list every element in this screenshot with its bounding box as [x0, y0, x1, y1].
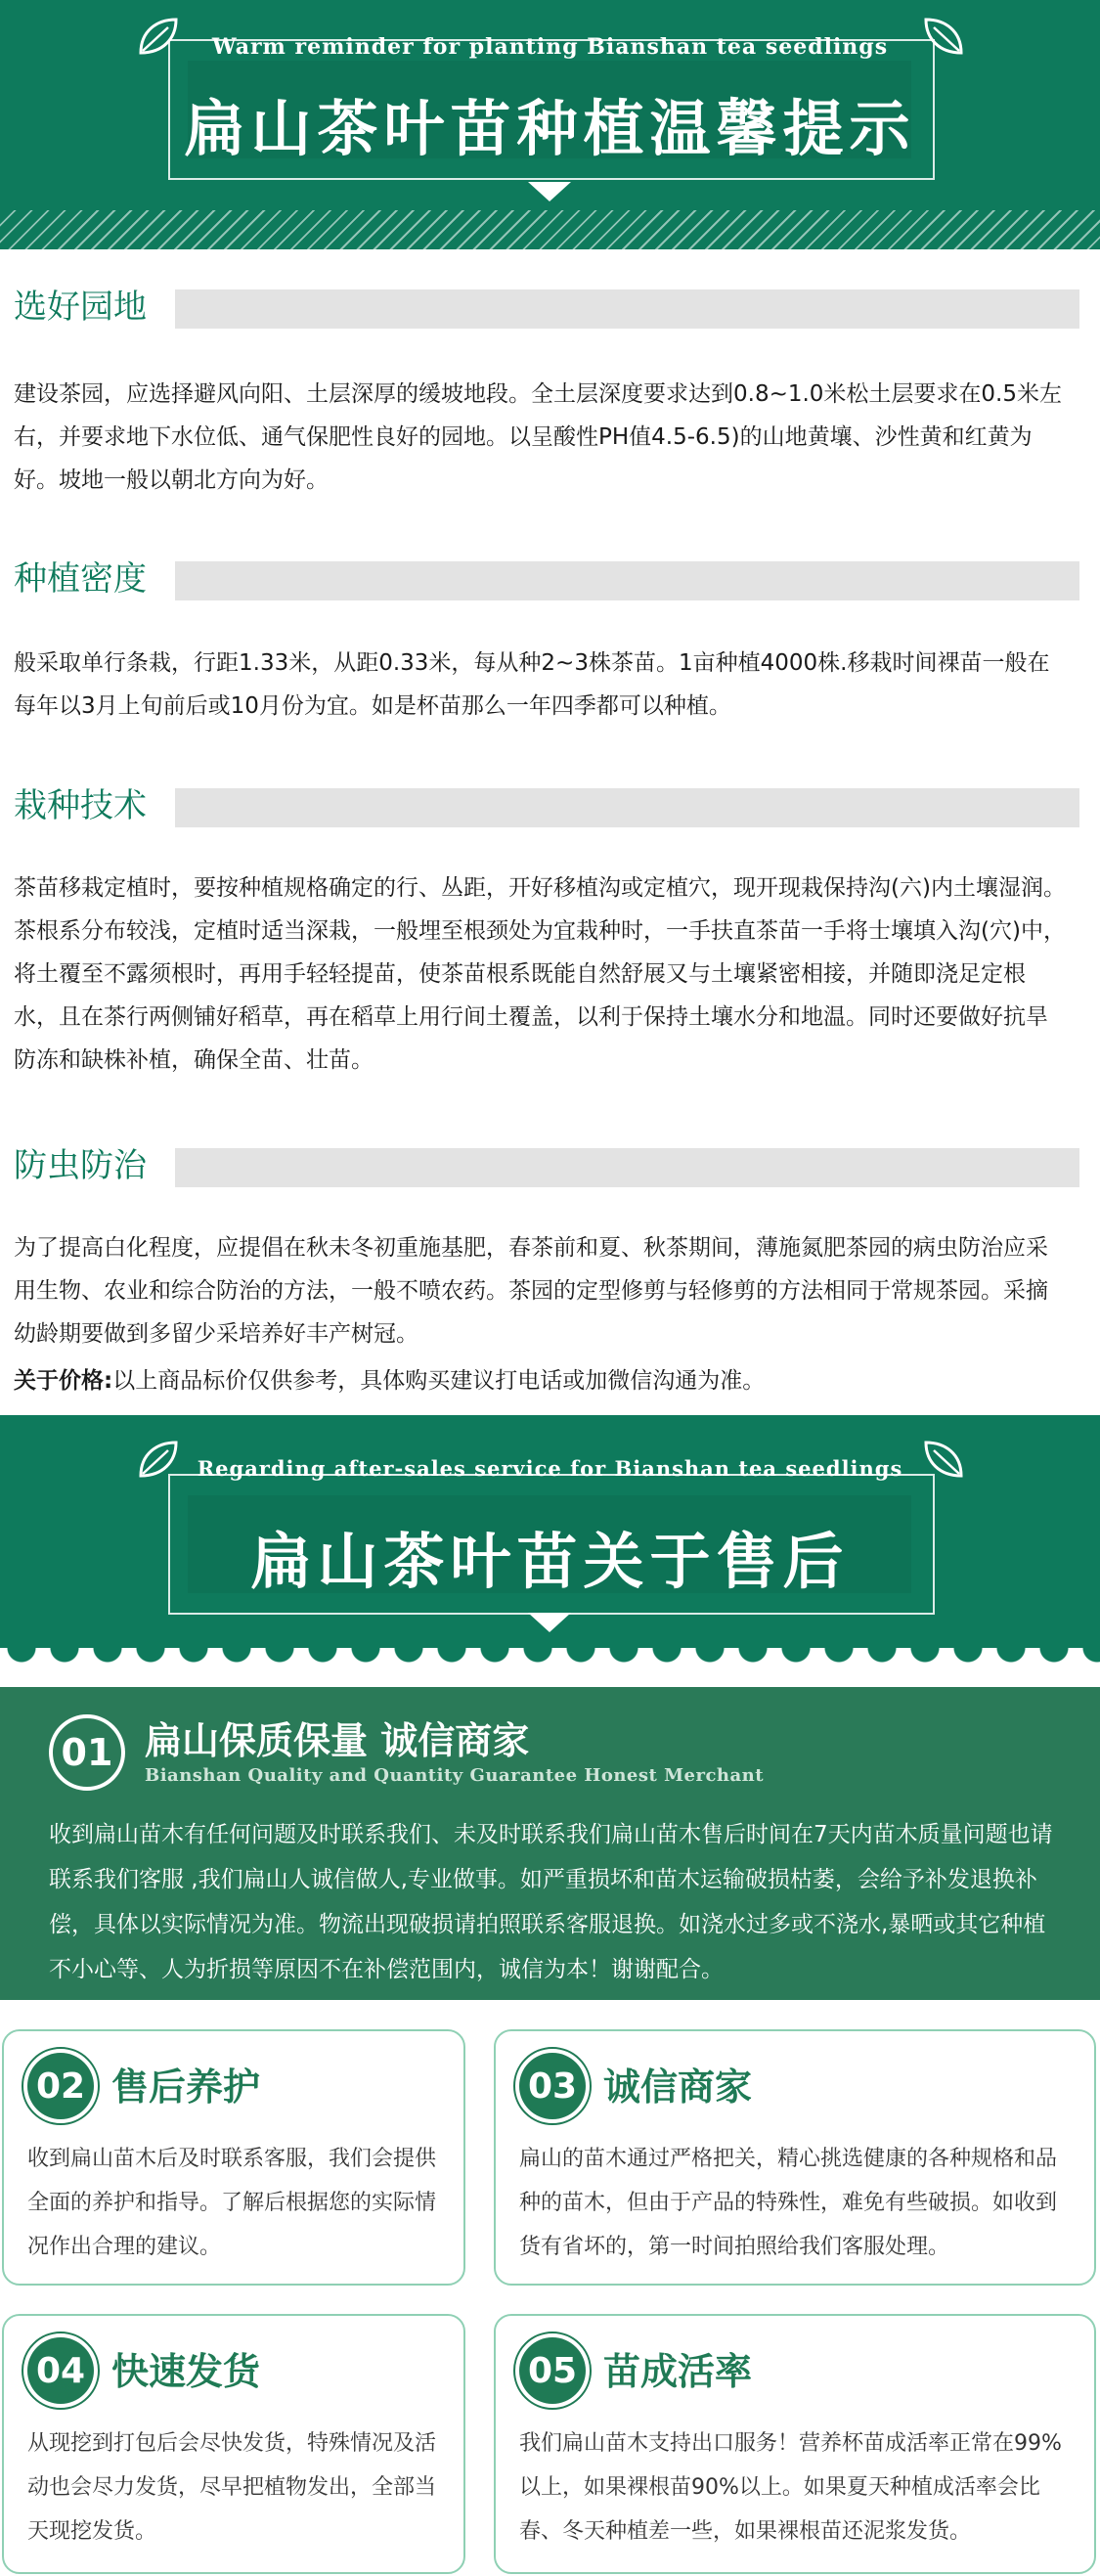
- card-title: 售后养护: [111, 2065, 261, 2109]
- guarantee-subtitle: Bianshan Quality and Quantity Guarantee Honest Merchant: [145, 1765, 765, 1786]
- section-title: 种植密度: [14, 559, 147, 599]
- banner-stripe: [0, 210, 1100, 249]
- heading-bar: [175, 788, 1079, 827]
- card-survival-rate: [494, 2314, 1096, 2574]
- number-badge: 02: [27, 2053, 94, 2119]
- guarantee-text: 收到扁山苗木有任何问题及时联系我们、未及时联系我们扁山苗木售后时间在7天内苗木质量问题也请联系我们客服 ,我们扁山人诚信做人,专业做事。如严重损坏和苗木运输破损枯萎，会给予补发退换补偿，具体以实际情况为准。物流出现破损请拍照联系客服退换。如浇水过多或不浇水,暴晒或其它种植不小心等、人为折损等原因不在补偿范围内，诚信为本！谢谢配合。: [49, 1822, 1053, 1982]
- card-after-sales-care: [2, 2029, 465, 2286]
- card-text: 从现挖到打包后会尽快发货，特殊情况及活动也会尽力发货，尽早把植物发出，全部当天现挖发货。: [27, 2431, 437, 2544]
- guarantee-title: 扁山保质保量 诚信商家: [145, 1719, 530, 1762]
- section-text: 建设茶园，应选择避风向阳、土层深厚的缓坡地段。全土层深度要求达到0.8~1.0米松土层要求在0.5米左右，并要求地下水位低、通气保肥性良好的园地。以呈酸性PH值4.5-6.5)的山地黄壤、沙性黄和红黄为好。坡地一般以朝北方向为好。: [14, 381, 1063, 493]
- banner-subtitle: Regarding after-sales service for Bianshan tea seedlings: [197, 1456, 903, 1481]
- number-badge: 01: [49, 1714, 125, 1791]
- price-note-label: 关于价格:: [14, 1368, 113, 1394]
- section-text: 茶苗移栽定植时，要按种植规格确定的行、丛距，开好移植沟或定植穴，现开现栽保持沟(六)内土壤湿润。茶根系分布较浅，定植时适当深栽，一般埋至根颈处为宜栽种时，一手扶直茶苗一手将士壤填入沟(穴)中，将土覆至不露须根时，再用手轻轻提苗，使茶苗根系既能自然舒展又与土壤紧密相接，并随即浇足定根水，且在茶行两侧铺好稻草，再在稻草上用行间土覆盖，以利于保持土壤水分和地温。同时还要做好抗旱防冻和缺株补植，确保全苗、壮苗。: [14, 875, 1066, 1073]
- card-text: 收到扁山苗木后及时联系客服，我们会提供全面的养护和指导。了解后根据您的实际情况作出合理的建议。: [27, 2147, 437, 2259]
- banner-pointer: [528, 182, 571, 201]
- number-badge: 03: [519, 2053, 586, 2119]
- section-title: 选好园地: [14, 288, 147, 327]
- section-text: 般采取单行条栽，行距1.33米，从距0.33米，每从种2~3株茶苗。1亩种植4000株.移栽时间裸苗一般在每年以3月上旬前后或10月份为宜。如是杯苗那么一年四季都可以种植。: [14, 650, 1050, 719]
- card-title: 苗成活率: [603, 2350, 753, 2393]
- heading-bar: [175, 289, 1079, 329]
- section-heading-pest: [14, 1144, 1079, 1187]
- section-heading-technique: [14, 784, 1079, 827]
- guarantee-block: [0, 1687, 1100, 2000]
- banner-title: 扁山茶叶苗种植温馨提示: [184, 93, 916, 164]
- banner-subtitle: Warm reminder for planting Bianshan tea seedlings: [211, 34, 889, 60]
- heading-bar: [175, 1148, 1079, 1187]
- card-fast-shipping: [2, 2314, 465, 2574]
- after-sales-banner: [0, 1415, 1100, 1689]
- card-honest-merchant: [494, 2029, 1096, 2286]
- section-text: 为了提高白化程度，应提倡在秋未冬初重施基肥，春茶前和夏、秋茶期间，薄施氮肥茶园的病虫防治应采用生物、农业和综合防治的方法，一般不喷农药。茶园的定型修剪与轻修剪的方法相同于常规茶园。采摘幼龄期要做到多留少采培养好丰产树冠。: [14, 1235, 1048, 1347]
- heading-bar: [175, 561, 1079, 600]
- banner-waves: [0, 1648, 1100, 1689]
- number-badge: 05: [519, 2337, 586, 2404]
- number-badge: 04: [27, 2337, 94, 2404]
- section-heading-site: [14, 286, 1079, 329]
- card-text: 我们扁山苗木支持出口服务！营养杯苗成活率正常在99%以上，如果裸根苗90%以上。如果夏天种植成活率会比春、冬天种植差一些，如果裸根苗还泥浆发货。: [519, 2431, 1062, 2544]
- price-note: [14, 1359, 1070, 1402]
- card-title: 快速发货: [111, 2350, 261, 2393]
- section-title: 栽种技术: [14, 786, 147, 825]
- card-title: 诚信商家: [603, 2065, 753, 2109]
- planting-tips-banner: [0, 0, 1100, 249]
- banner-pointer: [528, 1613, 571, 1632]
- section-title: 防虫防治: [14, 1146, 147, 1185]
- price-note-text: 以上商品标价仅供参考，具体购买建议打电话或加微信沟通为准。: [112, 1368, 766, 1394]
- card-text: 扁山的苗木通过严格把关，精心挑选健康的各种规格和品种的苗木，但由于产品的特殊性，难免有些破损。如收到货有省坏的，第一时间拍照给我们客服处理。: [519, 2147, 1058, 2259]
- section-heading-density: [14, 557, 1079, 600]
- banner-title: 扁山茶叶苗关于售后: [250, 1526, 850, 1597]
